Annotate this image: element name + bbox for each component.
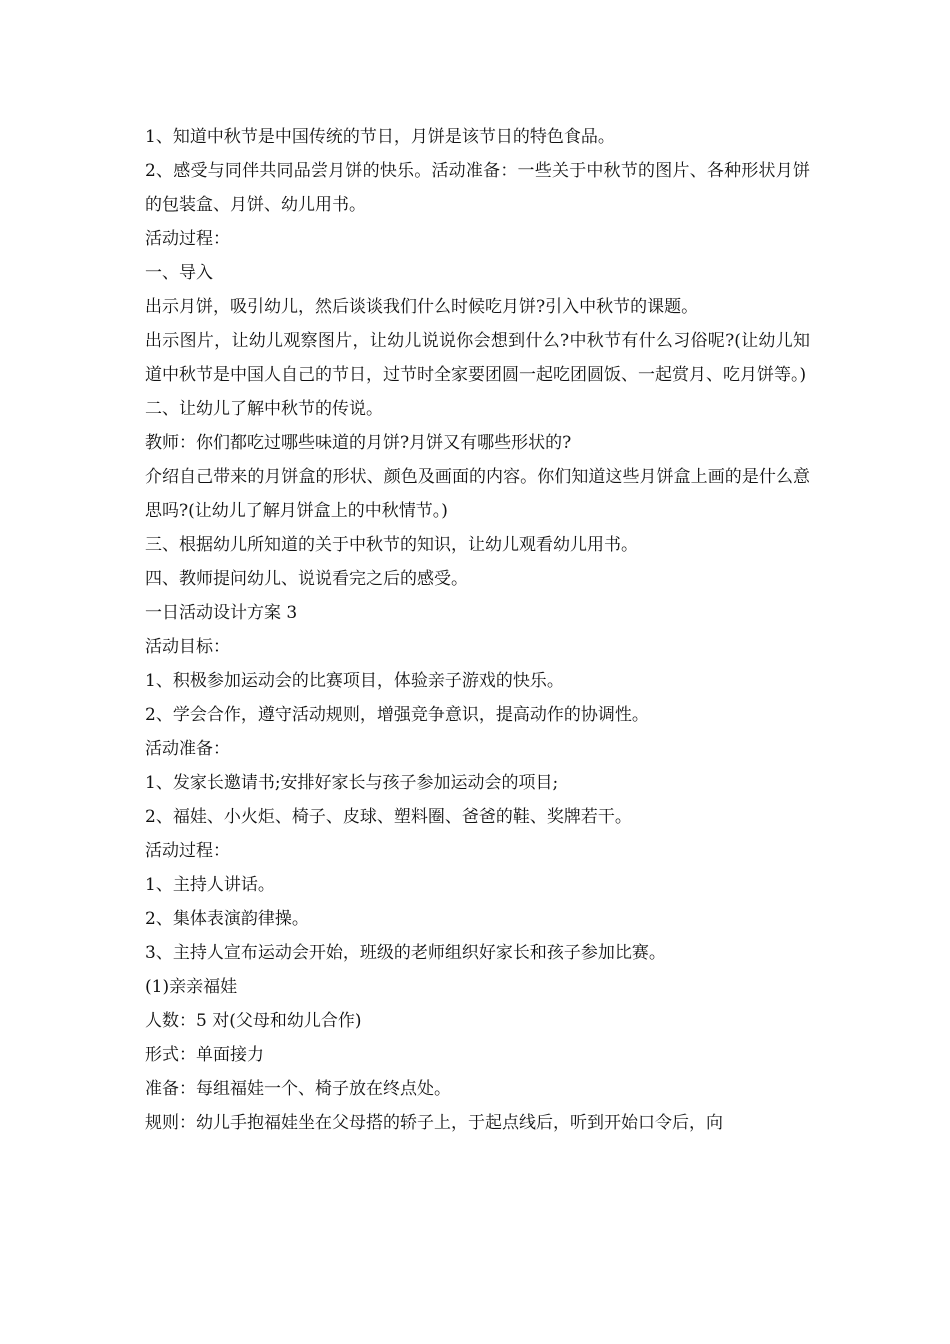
document-body [145, 120, 810, 1140]
paragraph-goals-heading: 活动目标： [145, 637, 230, 657]
paragraph-game-format: 形式：单面接力 [145, 1045, 264, 1065]
paragraph-step-3: 三、根据幼儿所知道的关于中秋节的知识，让幼儿观看幼儿用书。 [145, 535, 638, 555]
paragraph-process-heading-2: 活动过程： [145, 841, 230, 861]
paragraph-game-players: 人数：5 对(父母和幼儿合作) [145, 1011, 362, 1031]
paragraph-process-3: 3、主持人宣布运动会开始，班级的老师组织好家长和孩子参加比赛。 [145, 943, 666, 963]
paragraph-intro-1: 出示月饼，吸引幼儿，然后谈谈我们什么时候吃月饼?引入中秋节的课题。 [145, 297, 699, 317]
section-title-plan-3: 一日活动设计方案 3 [145, 603, 298, 623]
paragraph-game-rules: 规则：幼儿手抱福娃坐在父母搭的轿子上，于起点线后，听到开始口令后，向 [145, 1113, 723, 1133]
paragraph-legend-heading: 二、让幼儿了解中秋节的传说。 [145, 399, 383, 419]
paragraph-prep-heading: 活动准备： [145, 739, 230, 759]
paragraph-intro-2: 出示图片，让幼儿观察图片，让幼儿说说你会想到什么?中秋节有什么习俗呢?(让幼儿知道中秋节是中国人自己的节日，过节时全家要团圆一起吃团圆饭、一起赏月、吃月饼等。) [145, 331, 810, 385]
paragraph-process-1: 1、主持人讲话。 [145, 875, 275, 895]
paragraph-teacher-question: 教师：你们都吃过哪些味道的月饼?月饼又有哪些形状的? [145, 433, 572, 453]
paragraph-prep-1: 1、发家长邀请书;安排好家长与孩子参加运动会的项目; [145, 773, 559, 793]
paragraph-goal-2: 2、感受与同伴共同品尝月饼的快乐。活动准备：一些关于中秋节的图片、各种形状月饼的包装盒、月饼、幼儿用书。 [145, 161, 810, 215]
paragraph-process-2: 2、集体表演韵律操。 [145, 909, 309, 929]
paragraph-step-4: 四、教师提问幼儿、说说看完之后的感受。 [145, 569, 468, 589]
paragraph-process-heading: 活动过程： [145, 229, 230, 249]
paragraph-goal-3-2: 2、学会合作，遵守活动规则，增强竞争意识，提高动作的协调性。 [145, 705, 649, 725]
paragraph-game-title: (1)亲亲福娃 [145, 977, 238, 997]
paragraph-goal-1: 1、知道中秋节是中国传统的节日，月饼是该节日的特色食品。 [145, 127, 615, 147]
paragraph-intro-heading: 一、导入 [145, 263, 213, 283]
paragraph-prep-2: 2、福娃、小火炬、椅子、皮球、塑料圈、爸爸的鞋、奖牌若干。 [145, 807, 632, 827]
paragraph-goal-3-1: 1、积极参加运动会的比赛项目，体验亲子游戏的快乐。 [145, 671, 564, 691]
paragraph-game-prep: 准备：每组福娃一个、椅子放在终点处。 [145, 1079, 451, 1099]
paragraph-mooncake-box: 介绍自己带来的月饼盒的形状、颜色及画面的内容。你们知道这些月饼盒上画的是什么意思吗?(让幼儿了解月饼盒上的中秋情节。) [145, 467, 810, 521]
